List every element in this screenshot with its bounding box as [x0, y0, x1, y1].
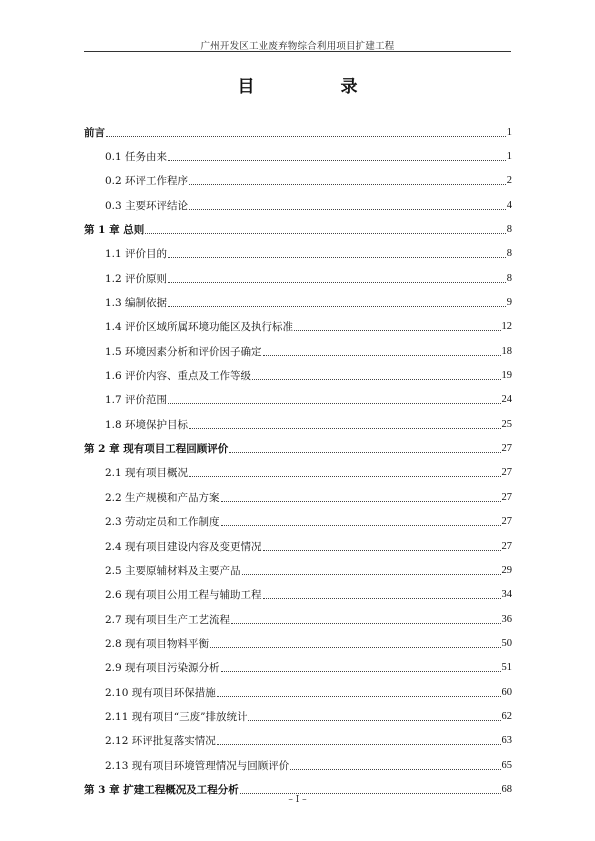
dot-leader [189, 466, 500, 477]
toc-entry-page-number: 25 [501, 418, 512, 430]
toc-entry-page-number: 8 [506, 248, 512, 260]
toc-entry-page-number: 34 [501, 589, 512, 601]
toc-section-entry[interactable] [84, 631, 512, 655]
dot-leader [189, 174, 506, 185]
toc-section-entry[interactable] [84, 388, 512, 412]
dot-leader [221, 491, 501, 502]
dot-leader [290, 759, 500, 770]
toc-entry-label: 2.11 现有项目“三废”排放统计 [105, 710, 248, 723]
dot-leader [252, 369, 500, 380]
header-divider [84, 51, 511, 52]
dot-leader [189, 418, 500, 429]
toc-entry-page-number: 4 [506, 199, 512, 211]
dot-leader [145, 223, 505, 234]
toc-entry-label: 1.5 环境因素分析和评价因子确定 [105, 345, 262, 358]
toc-entry-label: 0.1 任务由来 [105, 151, 168, 164]
page-title: 目 录 [237, 77, 398, 97]
toc-entry-label: 1.8 环境保护目标 [105, 418, 189, 431]
toc-entry-label: 1.7 评价范围 [105, 394, 168, 407]
page-number: – I – [288, 795, 307, 805]
toc-entry-page-number: 27 [501, 491, 512, 503]
toc-entry-label: 2.6 现有项目公用工程与辅助工程 [105, 589, 262, 602]
toc-entry-page-number: 36 [501, 613, 512, 625]
dot-leader [189, 199, 506, 210]
toc-entry-label: 2.12 环评批复落实情况 [105, 735, 216, 748]
toc-entry-label: 2.10 现有项目环保措施 [105, 686, 216, 699]
toc-entry-label: 第 2 章 现有项目工程回顾评价 [84, 443, 229, 456]
toc-section-entry[interactable] [84, 534, 512, 558]
toc-entry-page-number: 63 [501, 735, 512, 747]
toc-entry-page-number: 2 [506, 175, 512, 187]
toc-entry-page-number: 29 [501, 564, 512, 576]
dot-leader [168, 150, 506, 161]
toc-section-entry[interactable] [84, 266, 512, 290]
dot-leader [168, 247, 506, 258]
toc-section-entry[interactable] [84, 290, 512, 314]
toc-entry-label: 2.4 现有项目建设内容及变更情况 [105, 540, 262, 553]
toc-entry-label: 2.13 现有项目环境管理情况与回顾评价 [105, 759, 290, 772]
toc-entry-label: 2.9 现有项目污染源分析 [105, 662, 220, 675]
toc-entry-label: 0.2 环评工作程序 [105, 175, 189, 188]
toc-section-entry[interactable] [84, 607, 512, 631]
toc-section-entry[interactable] [84, 461, 512, 485]
toc-section-entry[interactable] [84, 144, 512, 168]
toc-entry-label: 前言 [84, 126, 105, 139]
dot-leader [263, 588, 501, 599]
running-header: 广州开发区工业废弃物综合利用项目扩建工程 [200, 41, 395, 52]
toc-entry-label: 0.3 主要环评结论 [105, 199, 189, 212]
toc-entry-page-number: 18 [501, 345, 512, 357]
toc-entry-page-number: 68 [501, 783, 512, 795]
toc-entry-page-number: 27 [501, 540, 512, 552]
toc-entry-page-number: 65 [501, 759, 512, 771]
toc-entry-label: 第 3 章 扩建工程概况及工程分析 [84, 783, 239, 796]
toc-chapter-entry[interactable] [84, 436, 512, 460]
dot-leader [168, 393, 500, 404]
toc-entry-page-number: 9 [506, 297, 512, 309]
dot-leader [217, 686, 501, 697]
dot-leader [168, 296, 506, 307]
toc-section-entry[interactable] [84, 680, 512, 704]
dot-leader [106, 126, 506, 137]
toc-entry-page-number: 27 [501, 467, 512, 479]
toc-entry-page-number: 19 [501, 370, 512, 382]
dot-leader [217, 734, 501, 745]
toc-entry-page-number: 27 [501, 443, 512, 455]
toc-entry-page-number: 8 [506, 224, 512, 236]
toc-entry-page-number: 8 [506, 272, 512, 284]
dot-leader [263, 540, 501, 551]
toc-entry-page-number: 60 [501, 686, 512, 698]
toc-entry-label: 1.3 编制依据 [105, 297, 168, 310]
toc-section-entry[interactable] [84, 656, 512, 680]
dot-leader [221, 515, 501, 526]
toc-section-entry[interactable] [84, 729, 512, 753]
dot-leader [168, 272, 506, 283]
dot-leader [248, 710, 500, 721]
dot-leader [240, 783, 501, 794]
toc-entry-page-number: 27 [501, 516, 512, 528]
toc-entry-page-number: 62 [501, 710, 512, 722]
toc-entry-page-number: 1 [506, 151, 512, 163]
toc-entry-page-number: 12 [501, 321, 512, 333]
dot-leader [210, 637, 500, 648]
toc-entry-page-number: 1 [506, 126, 512, 138]
toc-section-entry[interactable] [84, 485, 512, 509]
dot-leader [221, 661, 501, 672]
toc-entry-label: 1.1 评价目的 [105, 248, 168, 261]
toc-chapter-entry[interactable] [84, 217, 512, 241]
dot-leader [242, 564, 501, 575]
table-of-contents [84, 120, 512, 802]
dot-leader [229, 442, 500, 453]
toc-section-entry[interactable] [84, 558, 512, 582]
toc-chapter-entry[interactable] [84, 120, 512, 144]
toc-entry-page-number: 50 [501, 637, 512, 649]
toc-entry-label: 2.3 劳动定员和工作制度 [105, 516, 220, 529]
toc-entry-page-number: 51 [501, 662, 512, 674]
toc-entry-page-number: 24 [501, 394, 512, 406]
toc-section-entry[interactable] [84, 510, 512, 534]
toc-entry-label: 1.6 评价内容、重点及工作等级 [105, 370, 252, 383]
dot-leader [231, 613, 500, 624]
toc-entry-label: 2.2 生产规模和产品方案 [105, 491, 220, 504]
toc-section-entry[interactable] [84, 339, 512, 363]
toc-entry-label: 2.5 主要原辅材料及主要产品 [105, 564, 241, 577]
toc-section-entry[interactable] [84, 169, 512, 193]
toc-entry-label: 2.7 现有项目生产工艺流程 [105, 613, 231, 626]
toc-section-entry[interactable] [84, 242, 512, 266]
toc-section-entry[interactable] [84, 583, 512, 607]
dot-leader [294, 320, 500, 331]
toc-entry-label: 1.2 评价原则 [105, 272, 168, 285]
toc-entry-label: 2.1 现有项目概况 [105, 467, 189, 480]
toc-section-entry[interactable] [84, 412, 512, 436]
toc-section-entry[interactable] [84, 704, 512, 728]
toc-section-entry[interactable] [84, 753, 512, 777]
toc-section-entry[interactable] [84, 315, 512, 339]
toc-section-entry[interactable] [84, 193, 512, 217]
toc-entry-label: 第 1 章 总则 [84, 224, 145, 237]
toc-section-entry[interactable] [84, 363, 512, 387]
toc-entry-label: 2.8 现有项目物料平衡 [105, 637, 210, 650]
dot-leader [263, 345, 501, 356]
toc-entry-label: 1.4 评价区域所属环境功能区及执行标准 [105, 321, 294, 334]
